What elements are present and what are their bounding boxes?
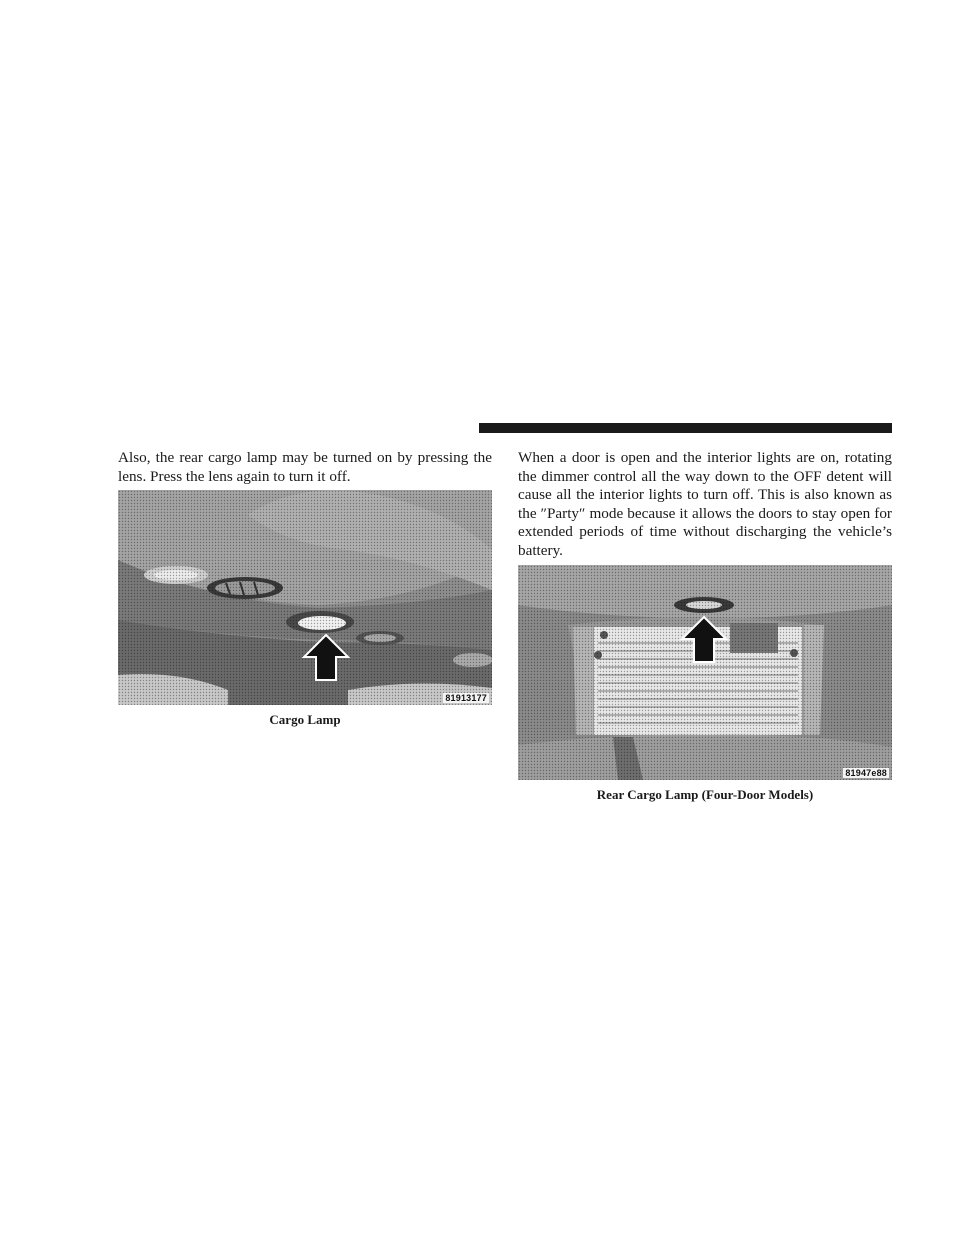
rear-cargo-lamp-figure — [518, 565, 892, 780]
cargo-lamp-illustration — [118, 490, 492, 705]
left-column — [118, 449, 492, 486]
figure-id-label: 81913177 — [445, 693, 487, 703]
cargo-lamp-caption: Cargo Lamp — [269, 712, 341, 727]
rear-cargo-lamp-illustration — [518, 565, 892, 780]
party-mode-paragraph: When a door is open and the interior lights are on, rotating the dimmer control all the way down to the OFF detent will cause all the interior lights to turn off. This is also known as the ″Party″ mode because it allows the doors to stay open for extended periods of time without discharging the vehicle’s battery. — [518, 449, 892, 559]
section-rule — [479, 423, 892, 433]
rear-cargo-lamp-caption: Rear Cargo Lamp (Four-Door Models) — [596, 787, 814, 802]
cargo-lamp-paragraph: Also, the rear cargo lamp may be turned on by pressing the lens. Press the lens again to turn it off. — [118, 449, 492, 485]
figure-id-label: 81947e88 — [845, 768, 887, 778]
cargo-lamp-figure — [118, 490, 492, 705]
right-column — [518, 449, 892, 561]
